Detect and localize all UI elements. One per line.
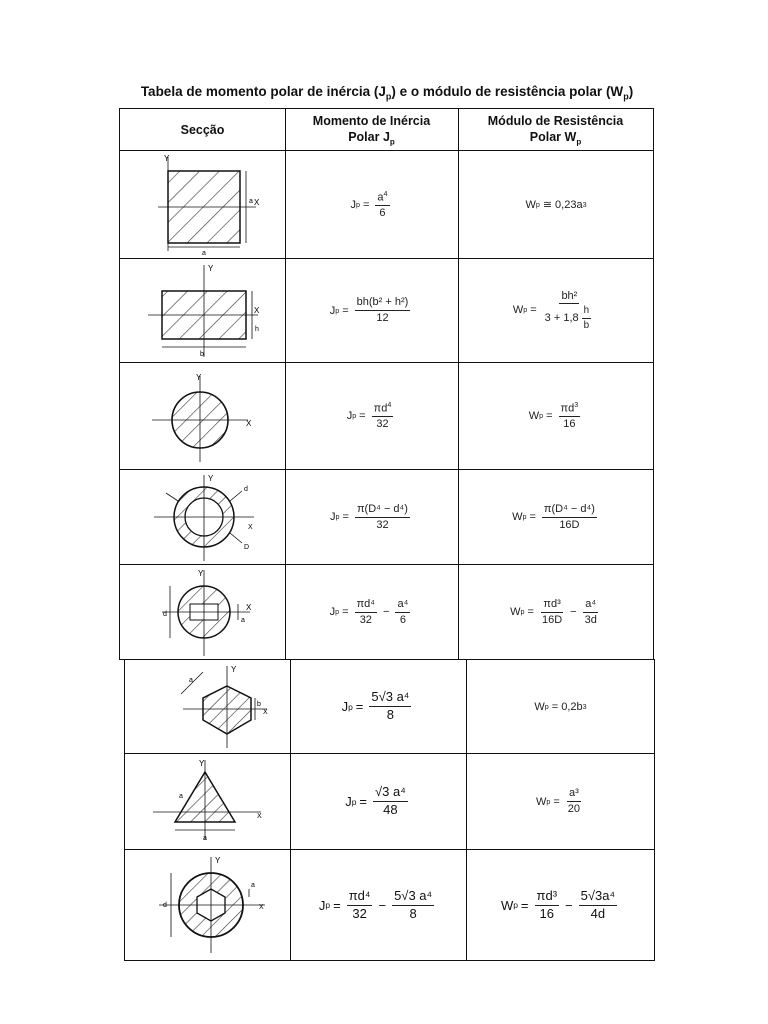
svg-text:Y: Y [230,664,236,674]
wp-rectangle: W p = bh² 3 + 1,8 $\frac{h}{b}$ [512,289,590,331]
section-hexagon [125,660,290,753]
hexagon-section-diagram [143,662,273,752]
section-square [120,151,285,258]
flattened-circle-section-diagram [138,566,268,658]
svg-text:D: D [243,544,249,551]
wp-hollow-circle: W p = $\frac{\text{π(D⁴ − d⁴)}}{16D}$ [512,502,595,531]
svg-text:b: b [199,350,204,358]
svg-text:Y: Y [207,263,213,273]
svg-text:X: X [253,197,259,207]
section-triangle [125,754,290,849]
svg-text:X: X [253,305,259,315]
circle-hexagon-hole-section-diagram [143,853,273,957]
jp-triangle: J p = $\frac{\text{√3 a⁴}}{48}$ [345,784,406,817]
header-polar-modulus: Módulo de Resistência Polar $W_p$ [487,114,624,147]
wp-flattened-circle: W p = $\frac{\text{πd³}}{16D}$ − $\frac{\text{a⁴}}{3d}$ [510,597,597,626]
circle-section-diagram [138,366,268,466]
section-hollow-circle [120,470,285,564]
svg-text:a: a [178,792,183,800]
svg-text:a: a [250,882,255,889]
svg-text:X: X [262,708,268,716]
svg-text:a: a [202,834,207,842]
svg-text:X: X [247,524,253,531]
triangle-section-diagram [143,756,273,848]
table-title: Tabela de momento polar de inércia $(J_p)$ e o módulo de resistência polar $(W_p)$ [140,84,634,102]
svg-text:X: X [256,812,262,820]
header-section: Secção [180,123,225,137]
section-circle [120,363,285,469]
svg-text:X: X [245,419,251,428]
svg-text:X: X [258,904,264,911]
svg-text:X: X [245,603,251,612]
wp-square: W p ≅ 0,23a 3 [525,198,587,211]
svg-text:a: a [201,249,206,257]
jp-circle: J p = $\frac{\pi d^4}{32}$ [346,401,392,431]
svg-text:b: b [256,700,261,708]
svg-text:a: a [188,676,193,684]
svg-text:Y: Y [195,373,201,382]
wp-triangle: W p = $\frac{\text{a³}}{20}$ [535,787,581,815]
svg-text:Y: Y [207,474,213,483]
section-flattened-circle [120,565,285,659]
svg-text:Y: Y [197,569,203,578]
hollow-circle-section-diagram [138,471,268,563]
wp-hexagon: W p = 0,2b 3 [534,700,587,713]
rectangle-section-diagram [138,261,268,361]
svg-text:d: d [162,902,167,909]
svg-text:d: d [162,611,167,618]
svg-text:a: a [248,197,253,205]
svg-text:Y: Y [198,758,204,768]
jp-rectangle: J p = $\frac{\text{bh(b² + h²)}}{12}$ [329,296,409,324]
jp-circle-hexagon-hole: J p = $\frac{\text{πd⁴}}{32}$ − $\frac{\text{5√3 a⁴}}{8}$ [318,887,433,921]
header-polar-inertia: Momento de Inércia Polar $J_p$ [312,114,431,147]
section-rectangle [120,259,285,362]
square-section-diagram [138,153,268,257]
jp-hollow-circle: J p = $\frac{\text{π(D⁴ − d⁴)}}{32}$ [330,502,408,531]
upper-table [119,108,654,660]
wp-circle: W p = $\frac{\pi d^3}{16}$ [528,401,579,431]
svg-text:h: h [254,325,259,333]
label-y: Y [163,153,169,163]
lower-table [124,659,655,961]
jp-flattened-circle: J p = $\frac{\text{πd⁴}}{32}$ − $\frac{\text{a⁴}}{6}$ [329,597,409,626]
jp-hexagon: J p = $\frac{\text{5√3 a⁴}}{8}$ [341,689,410,722]
svg-text:a: a [240,617,245,624]
svg-text:Y: Y [214,856,220,865]
jp-square: J p = $\frac{a^4}{6}$ [350,189,388,219]
wp-circle-hexagon-hole: W p = $\frac{\text{πd³}}{16}$ − $\frac{\text{5√3a⁴}}{4d}$ [500,887,616,921]
svg-text:d: d [243,486,248,493]
section-circle-hexagon-hole [125,850,290,960]
